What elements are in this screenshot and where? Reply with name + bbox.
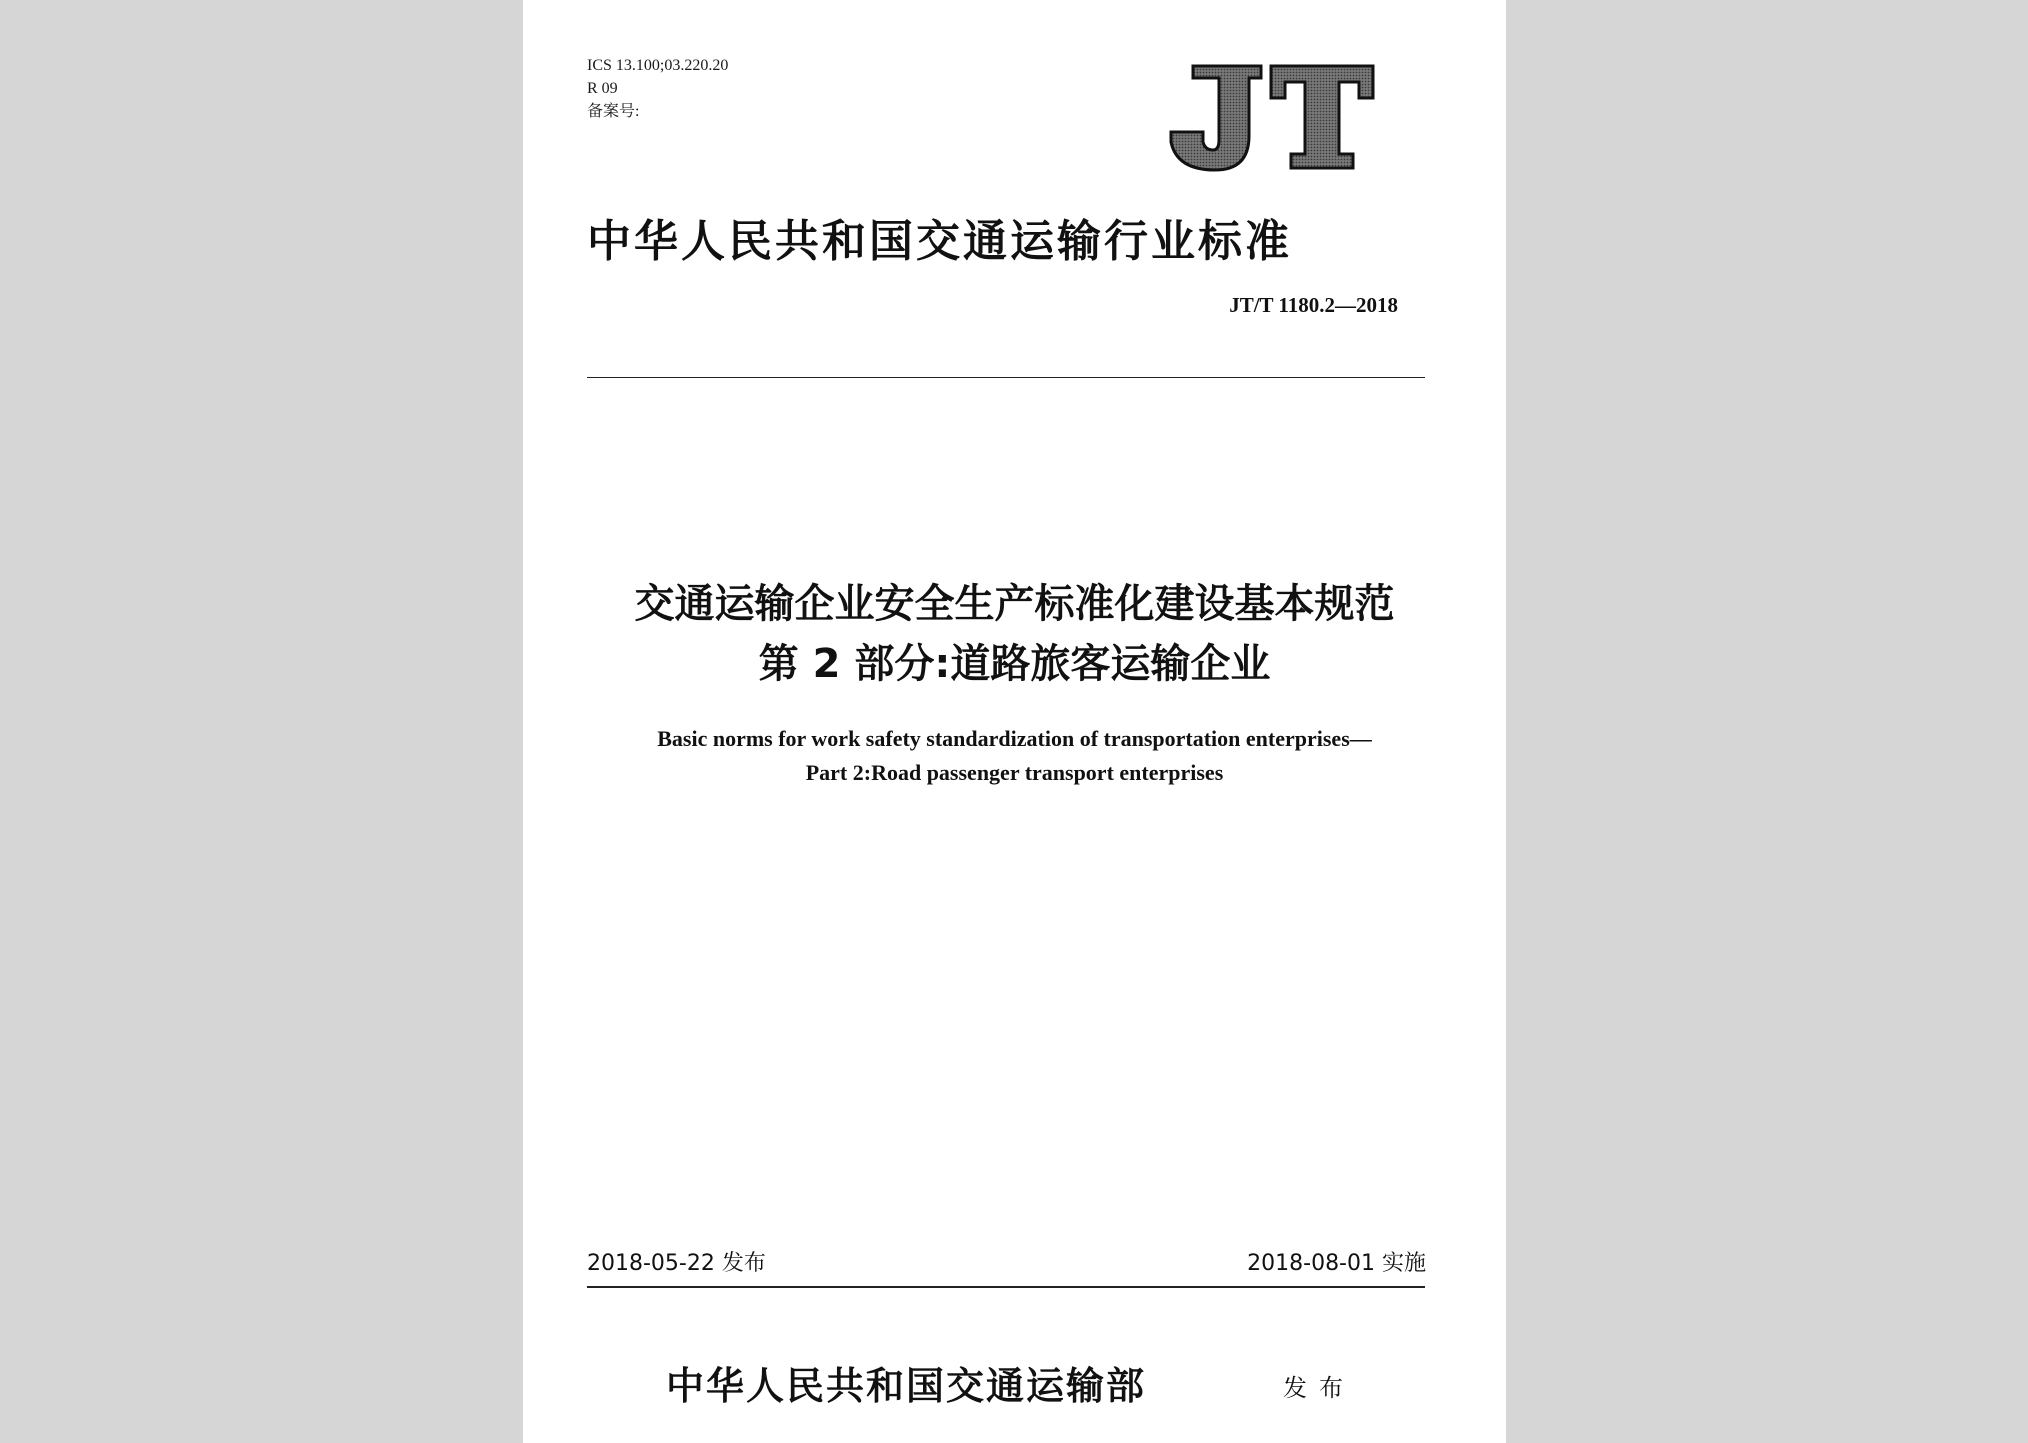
- english-title: [523, 722, 1506, 790]
- issuer-title: 中华人民共和国交通运输行业标准: [587, 216, 1292, 267]
- chinese-title-line-2: 第 2 部分:道路旅客运输企业: [758, 641, 1271, 687]
- standard-code: JT/T 1180.2—2018: [1229, 293, 1398, 317]
- english-title-line-2: Part 2:Road passenger transport enterprises: [805, 760, 1224, 785]
- classification-block: [587, 54, 728, 123]
- ics-code: ICS 13.100;03.220.20: [587, 57, 729, 74]
- record-number-label: 备案号:: [587, 103, 640, 120]
- chinese-title: [523, 574, 1506, 694]
- publish-label: 发布: [1283, 1374, 1355, 1402]
- english-title-line-1: Basic norms for work safety standardization of transportation enterprises—: [657, 726, 1372, 751]
- header-divider: [587, 377, 1425, 378]
- footer-divider: [587, 1286, 1425, 1288]
- issue-date: 2018-05-22 发布: [587, 1251, 766, 1276]
- implementation-date: 2018-08-01 实施: [1247, 1251, 1426, 1276]
- chinese-title-line-1: 交通运输企业安全生产标准化建设基本规范: [634, 581, 1395, 627]
- ccs-code: R 09: [587, 80, 618, 97]
- publisher-name: 中华人民共和国交通运输部: [666, 1364, 1147, 1408]
- jt-standard-logo: [1163, 62, 1378, 174]
- document-page: [523, 0, 1506, 1443]
